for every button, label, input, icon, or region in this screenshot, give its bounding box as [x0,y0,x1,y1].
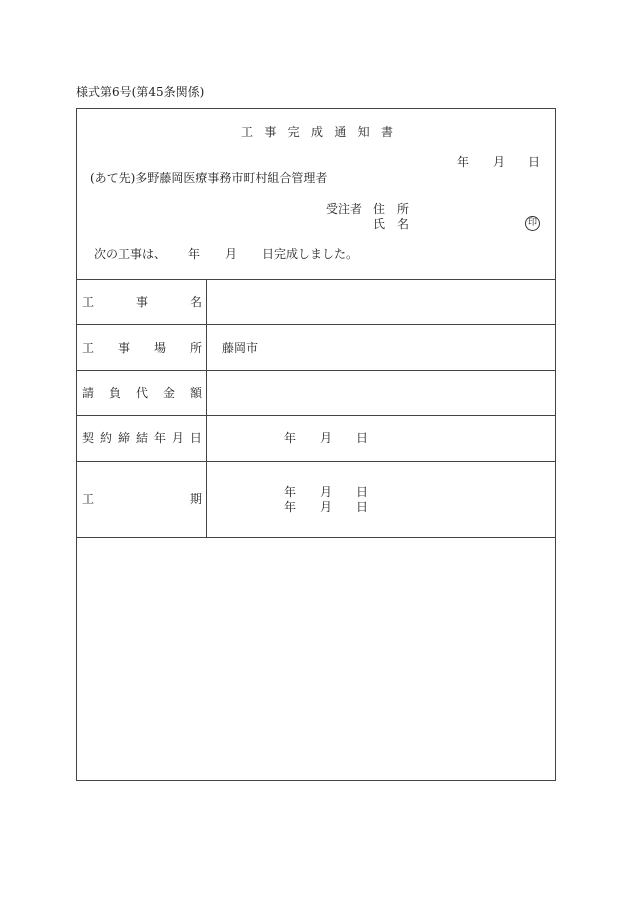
period-end-day: 日 [356,500,369,514]
period-end-month: 月 [320,500,333,514]
address-label: 住 所 [373,202,409,216]
addressee: (あて先)多野藤岡医療事務市町村組合管理者 [90,171,328,185]
row-label-contract-amount: 請 負 代 金 額 [82,386,202,400]
notice-suffix: 日完成しました。 [262,247,359,261]
notice-month: 月 [225,247,238,261]
period-end-year: 年 [284,500,297,514]
form-number: 様式第6号(第45条関係) [76,85,205,99]
contractor-label: 受注者 [326,202,363,216]
period-start-month: 月 [320,485,333,499]
notice-year: 年 [188,247,201,261]
document-title: 工 事 完 成 通 知 書 [241,125,393,139]
header-date-year: 年 [457,155,470,169]
row-label-construction-period: 工 期 [82,492,202,506]
seal-mark: 印 [525,216,540,231]
table-column-divider [206,279,207,537]
contract-date-month: 月 [320,431,333,445]
table-rule [76,279,556,280]
period-start-year: 年 [284,485,297,499]
contract-date-day: 日 [356,431,369,445]
table-rule [76,370,556,371]
table-rule [76,461,556,462]
row-label-construction-site: 工 事 場 所 [82,341,202,355]
row-label-construction-name: 工 事 名 [82,295,202,309]
contract-date-year: 年 [284,431,297,445]
row-value-construction-site: 藤岡市 [222,341,259,355]
table-rule [76,415,556,416]
header-date-day: 日 [528,155,541,169]
name-label: 氏 名 [373,217,409,231]
header-date-month: 月 [493,155,506,169]
table-rule [76,324,556,325]
period-start-day: 日 [356,485,369,499]
row-label-contract-date: 契 約 締 結 年 月 日 [82,431,202,445]
remarks-area [77,538,555,780]
notice-prefix: 次の工事は、 [94,247,167,261]
